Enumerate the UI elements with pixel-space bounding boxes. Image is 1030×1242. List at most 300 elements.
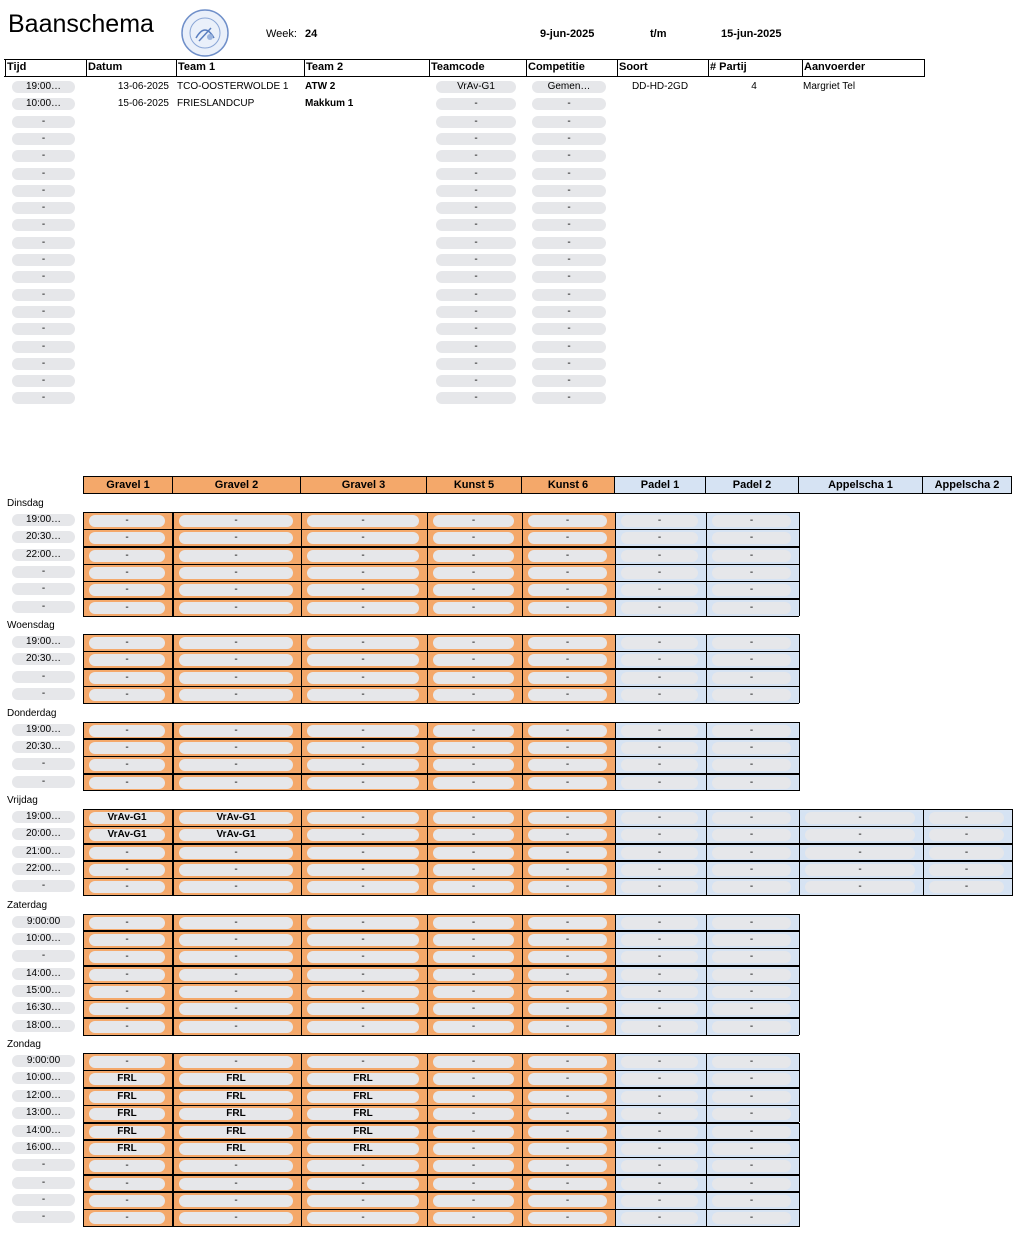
court-slot-field[interactable]: - — [179, 689, 293, 701]
court-slot-field[interactable]: FRL — [89, 1091, 165, 1103]
slot-time-field[interactable]: 9:00:00 — [12, 916, 75, 928]
court-slot-field[interactable]: - — [89, 689, 165, 701]
court-slot-field[interactable]: - — [621, 847, 698, 859]
competitie-field[interactable]: - — [532, 289, 606, 301]
court-slot-field[interactable]: - — [307, 812, 419, 824]
court-slot-field[interactable]: - — [805, 864, 915, 876]
court-slot-field[interactable]: - — [712, 1073, 791, 1085]
court-slot-field[interactable]: - — [528, 847, 607, 859]
court-slot-field[interactable]: - — [307, 515, 419, 527]
competitie-field[interactable]: - — [532, 254, 606, 266]
court-slot-field[interactable]: - — [805, 881, 915, 893]
time-field[interactable]: - — [12, 306, 75, 318]
court-slot-field[interactable]: FRL — [89, 1143, 165, 1155]
court-slot-field[interactable]: - — [89, 584, 165, 596]
court-slot-field[interactable]: - — [621, 934, 698, 946]
court-slot-field[interactable]: - — [89, 602, 165, 614]
slot-time-field[interactable]: - — [12, 776, 75, 788]
time-field[interactable]: - — [12, 185, 75, 197]
court-slot-field[interactable]: - — [712, 986, 791, 998]
court-slot-field[interactable]: - — [712, 1091, 791, 1103]
court-slot-field[interactable]: - — [528, 672, 607, 684]
court-slot-field[interactable]: FRL — [179, 1126, 293, 1138]
court-slot-field[interactable]: - — [89, 986, 165, 998]
court-slot-field[interactable]: - — [433, 1126, 514, 1138]
court-slot-field[interactable]: - — [179, 951, 293, 963]
court-slot-field[interactable]: FRL — [307, 1126, 419, 1138]
court-slot-field[interactable]: - — [621, 567, 698, 579]
slot-time-field[interactable]: 13:00… — [12, 1107, 75, 1119]
court-slot-field[interactable]: - — [433, 550, 514, 562]
time-field[interactable]: - — [12, 202, 75, 214]
court-slot-field[interactable]: - — [528, 1021, 607, 1033]
court-slot-field[interactable]: - — [528, 654, 607, 666]
court-slot-field[interactable]: - — [433, 864, 514, 876]
court-slot-field[interactable]: - — [307, 550, 419, 562]
court-slot-field[interactable]: FRL — [307, 1073, 419, 1085]
court-slot-field[interactable]: - — [179, 1178, 293, 1190]
court-slot-field[interactable]: - — [307, 1056, 419, 1068]
court-slot-field[interactable]: FRL — [89, 1073, 165, 1085]
court-slot-field[interactable]: - — [307, 1212, 419, 1224]
court-slot-field[interactable]: - — [621, 986, 698, 998]
court-slot-field[interactable]: VrAv-G1 — [179, 812, 293, 824]
slot-time-field[interactable]: 19:00… — [12, 514, 75, 526]
court-slot-field[interactable]: - — [621, 1160, 698, 1172]
court-slot-field[interactable]: - — [621, 742, 698, 754]
competitie-field[interactable]: - — [532, 150, 606, 162]
court-slot-field[interactable]: - — [433, 654, 514, 666]
court-slot-field[interactable]: - — [621, 951, 698, 963]
court-slot-field[interactable]: - — [929, 881, 1004, 893]
teamcode-field[interactable]: - — [436, 323, 516, 335]
court-slot-field[interactable]: - — [89, 672, 165, 684]
competitie-field[interactable]: - — [532, 323, 606, 335]
time-field[interactable]: - — [12, 219, 75, 231]
court-slot-field[interactable]: - — [307, 1021, 419, 1033]
court-slot-field[interactable]: - — [433, 532, 514, 544]
court-slot-field[interactable]: - — [433, 1056, 514, 1068]
slot-time-field[interactable]: 19:00… — [12, 811, 75, 823]
court-slot-field[interactable]: - — [433, 934, 514, 946]
court-slot-field[interactable]: - — [528, 917, 607, 929]
court-slot-field[interactable]: - — [179, 1021, 293, 1033]
court-slot-field[interactable]: - — [433, 986, 514, 998]
court-slot-field[interactable]: - — [528, 550, 607, 562]
slot-time-field[interactable]: - — [12, 950, 75, 962]
court-slot-field[interactable]: - — [89, 567, 165, 579]
court-slot-field[interactable]: - — [528, 881, 607, 893]
court-slot-field[interactable]: VrAv-G1 — [89, 812, 165, 824]
court-slot-field[interactable]: - — [433, 847, 514, 859]
court-slot-field[interactable]: - — [307, 759, 419, 771]
court-slot-field[interactable]: - — [433, 812, 514, 824]
court-slot-field[interactable]: FRL — [179, 1143, 293, 1155]
court-slot-field[interactable]: - — [528, 689, 607, 701]
court-slot-field[interactable]: - — [179, 567, 293, 579]
court-slot-field[interactable]: - — [621, 689, 698, 701]
court-slot-field[interactable]: - — [179, 1212, 293, 1224]
slot-time-field[interactable]: 15:00… — [12, 985, 75, 997]
court-slot-field[interactable]: - — [712, 532, 791, 544]
court-slot-field[interactable]: - — [307, 637, 419, 649]
court-slot-field[interactable]: - — [433, 1195, 514, 1207]
competitie-field[interactable]: - — [532, 168, 606, 180]
court-slot-field[interactable]: - — [433, 829, 514, 841]
court-slot-field[interactable]: - — [528, 584, 607, 596]
slot-time-field[interactable]: - — [12, 880, 75, 892]
court-slot-field[interactable]: - — [712, 567, 791, 579]
slot-time-field[interactable]: 14:00… — [12, 1125, 75, 1137]
court-slot-field[interactable]: - — [179, 742, 293, 754]
court-slot-field[interactable]: - — [89, 742, 165, 754]
court-slot-field[interactable]: - — [712, 1178, 791, 1190]
court-slot-field[interactable]: - — [307, 689, 419, 701]
court-slot-field[interactable]: - — [621, 1021, 698, 1033]
court-slot-field[interactable]: FRL — [307, 1091, 419, 1103]
court-slot-field[interactable]: - — [528, 1212, 607, 1224]
teamcode-field[interactable]: - — [436, 254, 516, 266]
time-field[interactable]: - — [12, 358, 75, 370]
time-field[interactable]: - — [12, 150, 75, 162]
court-slot-field[interactable]: - — [433, 917, 514, 929]
court-slot-field[interactable]: - — [433, 1160, 514, 1172]
court-slot-field[interactable]: - — [712, 917, 791, 929]
court-slot-field[interactable]: - — [621, 1178, 698, 1190]
court-slot-field[interactable]: - — [528, 951, 607, 963]
court-slot-field[interactable]: - — [433, 567, 514, 579]
court-slot-field[interactable]: FRL — [89, 1126, 165, 1138]
court-slot-field[interactable]: FRL — [307, 1108, 419, 1120]
court-slot-field[interactable]: - — [89, 725, 165, 737]
court-slot-field[interactable]: - — [89, 917, 165, 929]
court-slot-field[interactable]: VrAv-G1 — [179, 829, 293, 841]
court-slot-field[interactable]: - — [433, 1212, 514, 1224]
court-slot-field[interactable]: - — [528, 1160, 607, 1172]
court-slot-field[interactable]: - — [929, 829, 1004, 841]
court-slot-field[interactable]: VrAv-G1 — [89, 829, 165, 841]
slot-time-field[interactable]: 14:00… — [12, 968, 75, 980]
teamcode-field[interactable]: - — [436, 150, 516, 162]
court-slot-field[interactable]: - — [621, 1212, 698, 1224]
slot-time-field[interactable]: 21:00… — [12, 846, 75, 858]
slot-time-field[interactable]: 20:30… — [12, 531, 75, 543]
court-slot-field[interactable]: - — [712, 969, 791, 981]
court-slot-field[interactable]: - — [621, 672, 698, 684]
court-slot-field[interactable]: - — [179, 777, 293, 789]
time-field[interactable]: - — [12, 289, 75, 301]
competitie-field[interactable]: - — [532, 185, 606, 197]
court-slot-field[interactable]: - — [712, 812, 791, 824]
time-field[interactable]: - — [12, 323, 75, 335]
court-slot-field[interactable]: - — [433, 602, 514, 614]
court-slot-field[interactable]: - — [528, 1056, 607, 1068]
slot-time-field[interactable]: - — [12, 601, 75, 613]
court-slot-field[interactable]: - — [89, 1178, 165, 1190]
time-field[interactable]: - — [12, 254, 75, 266]
court-slot-field[interactable]: - — [528, 742, 607, 754]
court-slot-field[interactable]: - — [307, 532, 419, 544]
competitie-field[interactable]: - — [532, 341, 606, 353]
court-slot-field[interactable]: - — [621, 1003, 698, 1015]
teamcode-field[interactable]: - — [436, 341, 516, 353]
court-slot-field[interactable]: - — [712, 672, 791, 684]
court-slot-field[interactable]: - — [621, 917, 698, 929]
court-slot-field[interactable]: - — [179, 654, 293, 666]
court-slot-field[interactable]: - — [528, 1195, 607, 1207]
court-slot-field[interactable]: - — [621, 881, 698, 893]
court-slot-field[interactable]: - — [179, 986, 293, 998]
competitie-field[interactable]: - — [532, 375, 606, 387]
slot-time-field[interactable]: 16:30… — [12, 1002, 75, 1014]
court-slot-field[interactable]: - — [621, 759, 698, 771]
court-slot-field[interactable]: - — [89, 969, 165, 981]
slot-time-field[interactable]: 16:00… — [12, 1142, 75, 1154]
court-slot-field[interactable]: - — [712, 1021, 791, 1033]
court-slot-field[interactable]: - — [179, 847, 293, 859]
court-slot-field[interactable]: - — [712, 689, 791, 701]
court-slot-field[interactable]: FRL — [179, 1073, 293, 1085]
slot-time-field[interactable]: 10:00… — [12, 1072, 75, 1084]
court-slot-field[interactable]: - — [307, 934, 419, 946]
teamcode-field[interactable]: - — [436, 358, 516, 370]
slot-time-field[interactable]: - — [12, 1159, 75, 1171]
court-slot-field[interactable]: - — [929, 812, 1004, 824]
time-field[interactable]: - — [12, 116, 75, 128]
teamcode-field[interactable]: - — [436, 185, 516, 197]
court-slot-field[interactable]: - — [89, 864, 165, 876]
slot-time-field[interactable]: - — [12, 1194, 75, 1206]
slot-time-field[interactable]: 10:00… — [12, 933, 75, 945]
court-slot-field[interactable]: - — [712, 777, 791, 789]
court-slot-field[interactable]: - — [179, 917, 293, 929]
court-slot-field[interactable]: - — [307, 1195, 419, 1207]
court-slot-field[interactable]: - — [307, 672, 419, 684]
competitie-field[interactable]: - — [532, 98, 606, 110]
competitie-field[interactable]: - — [532, 133, 606, 145]
teamcode-field[interactable]: - — [436, 392, 516, 404]
court-slot-field[interactable]: - — [433, 742, 514, 754]
court-slot-field[interactable]: - — [929, 847, 1004, 859]
court-slot-field[interactable]: - — [712, 1108, 791, 1120]
slot-time-field[interactable]: - — [12, 1177, 75, 1189]
court-slot-field[interactable]: - — [89, 515, 165, 527]
court-slot-field[interactable]: - — [433, 969, 514, 981]
competitie-field[interactable]: - — [532, 306, 606, 318]
court-slot-field[interactable]: - — [712, 654, 791, 666]
court-slot-field[interactable]: FRL — [179, 1091, 293, 1103]
court-slot-field[interactable]: - — [433, 725, 514, 737]
court-slot-field[interactable]: - — [307, 951, 419, 963]
court-slot-field[interactable]: - — [307, 1003, 419, 1015]
court-slot-field[interactable]: - — [307, 602, 419, 614]
court-slot-field[interactable]: - — [712, 881, 791, 893]
court-slot-field[interactable]: - — [433, 689, 514, 701]
court-slot-field[interactable]: - — [179, 725, 293, 737]
competitie-field[interactable]: - — [532, 116, 606, 128]
court-slot-field[interactable]: - — [433, 1143, 514, 1155]
court-slot-field[interactable]: - — [528, 1126, 607, 1138]
slot-time-field[interactable]: 20:30… — [12, 653, 75, 665]
court-slot-field[interactable]: - — [528, 777, 607, 789]
court-slot-field[interactable]: - — [528, 567, 607, 579]
time-field[interactable]: 19:00… — [12, 81, 75, 93]
court-slot-field[interactable]: - — [528, 532, 607, 544]
court-slot-field[interactable]: - — [307, 777, 419, 789]
court-slot-field[interactable]: - — [712, 759, 791, 771]
court-slot-field[interactable]: - — [433, 777, 514, 789]
court-slot-field[interactable]: - — [712, 637, 791, 649]
court-slot-field[interactable]: - — [712, 829, 791, 841]
court-slot-field[interactable]: - — [307, 917, 419, 929]
court-slot-field[interactable]: - — [89, 1056, 165, 1068]
court-slot-field[interactable]: - — [89, 881, 165, 893]
court-slot-field[interactable]: - — [433, 881, 514, 893]
competitie-field[interactable]: - — [532, 358, 606, 370]
slot-time-field[interactable]: 20:30… — [12, 741, 75, 753]
court-slot-field[interactable]: - — [621, 969, 698, 981]
court-slot-field[interactable]: - — [621, 654, 698, 666]
court-slot-field[interactable]: - — [621, 1073, 698, 1085]
court-slot-field[interactable]: - — [528, 1178, 607, 1190]
court-slot-field[interactable]: - — [89, 1021, 165, 1033]
court-slot-field[interactable]: - — [307, 829, 419, 841]
court-slot-field[interactable]: - — [179, 550, 293, 562]
competitie-field[interactable]: - — [532, 237, 606, 249]
slot-time-field[interactable]: 22:00… — [12, 549, 75, 561]
court-slot-field[interactable]: - — [712, 515, 791, 527]
slot-time-field[interactable]: - — [12, 758, 75, 770]
court-slot-field[interactable]: - — [712, 602, 791, 614]
court-slot-field[interactable]: - — [528, 1143, 607, 1155]
teamcode-field[interactable]: - — [436, 289, 516, 301]
court-slot-field[interactable]: - — [712, 1056, 791, 1068]
court-slot-field[interactable]: - — [621, 602, 698, 614]
time-field[interactable]: - — [12, 133, 75, 145]
court-slot-field[interactable]: - — [179, 864, 293, 876]
court-slot-field[interactable]: - — [528, 986, 607, 998]
court-slot-field[interactable]: - — [89, 1160, 165, 1172]
court-slot-field[interactable]: - — [179, 1160, 293, 1172]
court-slot-field[interactable]: - — [805, 847, 915, 859]
court-slot-field[interactable]: - — [179, 969, 293, 981]
court-slot-field[interactable]: - — [89, 532, 165, 544]
court-slot-field[interactable]: FRL — [89, 1108, 165, 1120]
court-slot-field[interactable]: - — [179, 602, 293, 614]
court-slot-field[interactable]: - — [89, 1003, 165, 1015]
court-slot-field[interactable]: - — [179, 881, 293, 893]
court-slot-field[interactable]: - — [433, 1178, 514, 1190]
court-slot-field[interactable]: - — [528, 637, 607, 649]
teamcode-field[interactable]: - — [436, 219, 516, 231]
court-slot-field[interactable]: - — [712, 550, 791, 562]
teamcode-field[interactable]: - — [436, 237, 516, 249]
court-slot-field[interactable]: - — [712, 742, 791, 754]
court-slot-field[interactable]: - — [805, 812, 915, 824]
court-slot-field[interactable]: - — [307, 654, 419, 666]
court-slot-field[interactable]: - — [89, 777, 165, 789]
court-slot-field[interactable]: - — [433, 1091, 514, 1103]
court-slot-field[interactable]: - — [307, 725, 419, 737]
court-slot-field[interactable]: - — [712, 1126, 791, 1138]
time-field[interactable]: - — [12, 341, 75, 353]
court-slot-field[interactable]: - — [433, 672, 514, 684]
court-slot-field[interactable]: - — [528, 969, 607, 981]
court-slot-field[interactable]: - — [307, 742, 419, 754]
teamcode-field[interactable]: - — [436, 306, 516, 318]
court-slot-field[interactable]: - — [307, 567, 419, 579]
court-slot-field[interactable]: - — [433, 951, 514, 963]
slot-time-field[interactable]: - — [12, 671, 75, 683]
court-slot-field[interactable]: - — [89, 1195, 165, 1207]
court-slot-field[interactable]: - — [805, 829, 915, 841]
court-slot-field[interactable]: - — [179, 1003, 293, 1015]
court-slot-field[interactable]: - — [89, 654, 165, 666]
slot-time-field[interactable]: 19:00… — [12, 724, 75, 736]
court-slot-field[interactable]: - — [433, 515, 514, 527]
court-slot-field[interactable]: - — [89, 637, 165, 649]
court-slot-field[interactable]: - — [621, 725, 698, 737]
court-slot-field[interactable]: - — [621, 637, 698, 649]
court-slot-field[interactable]: - — [712, 934, 791, 946]
court-slot-field[interactable]: - — [433, 759, 514, 771]
court-slot-field[interactable]: - — [89, 1212, 165, 1224]
slot-time-field[interactable]: - — [12, 688, 75, 700]
court-slot-field[interactable]: - — [621, 829, 698, 841]
court-slot-field[interactable]: - — [433, 1108, 514, 1120]
time-field[interactable]: - — [12, 168, 75, 180]
court-slot-field[interactable]: - — [307, 864, 419, 876]
court-slot-field[interactable]: - — [89, 934, 165, 946]
teamcode-field[interactable]: - — [436, 271, 516, 283]
court-slot-field[interactable]: - — [528, 1003, 607, 1015]
court-slot-field[interactable]: - — [89, 759, 165, 771]
court-slot-field[interactable]: - — [528, 725, 607, 737]
teamcode-field[interactable]: - — [436, 98, 516, 110]
court-slot-field[interactable]: - — [307, 1160, 419, 1172]
court-slot-field[interactable]: - — [621, 1126, 698, 1138]
court-slot-field[interactable]: - — [179, 637, 293, 649]
court-slot-field[interactable]: - — [179, 532, 293, 544]
teamcode-field[interactable]: VrAv-G1 — [436, 81, 516, 93]
court-slot-field[interactable]: - — [433, 637, 514, 649]
teamcode-field[interactable]: - — [436, 133, 516, 145]
time-field[interactable]: - — [12, 375, 75, 387]
court-slot-field[interactable]: - — [712, 725, 791, 737]
court-slot-field[interactable]: - — [528, 1091, 607, 1103]
slot-time-field[interactable]: - — [12, 1211, 75, 1223]
court-slot-field[interactable]: - — [528, 759, 607, 771]
court-slot-field[interactable]: - — [528, 829, 607, 841]
court-slot-field[interactable]: - — [712, 1212, 791, 1224]
court-slot-field[interactable]: - — [712, 1003, 791, 1015]
court-slot-field[interactable]: - — [621, 777, 698, 789]
court-slot-field[interactable]: - — [528, 1108, 607, 1120]
court-slot-field[interactable]: - — [621, 1108, 698, 1120]
teamcode-field[interactable]: - — [436, 375, 516, 387]
court-slot-field[interactable]: - — [621, 812, 698, 824]
court-slot-field[interactable]: - — [307, 847, 419, 859]
slot-time-field[interactable]: 18:00… — [12, 1020, 75, 1032]
court-slot-field[interactable]: - — [712, 1195, 791, 1207]
court-slot-field[interactable]: - — [621, 1056, 698, 1068]
court-slot-field[interactable]: - — [621, 1091, 698, 1103]
court-slot-field[interactable]: - — [528, 934, 607, 946]
court-slot-field[interactable]: - — [621, 550, 698, 562]
court-slot-field[interactable]: - — [528, 602, 607, 614]
court-slot-field[interactable]: - — [621, 1195, 698, 1207]
competitie-field[interactable]: - — [532, 271, 606, 283]
